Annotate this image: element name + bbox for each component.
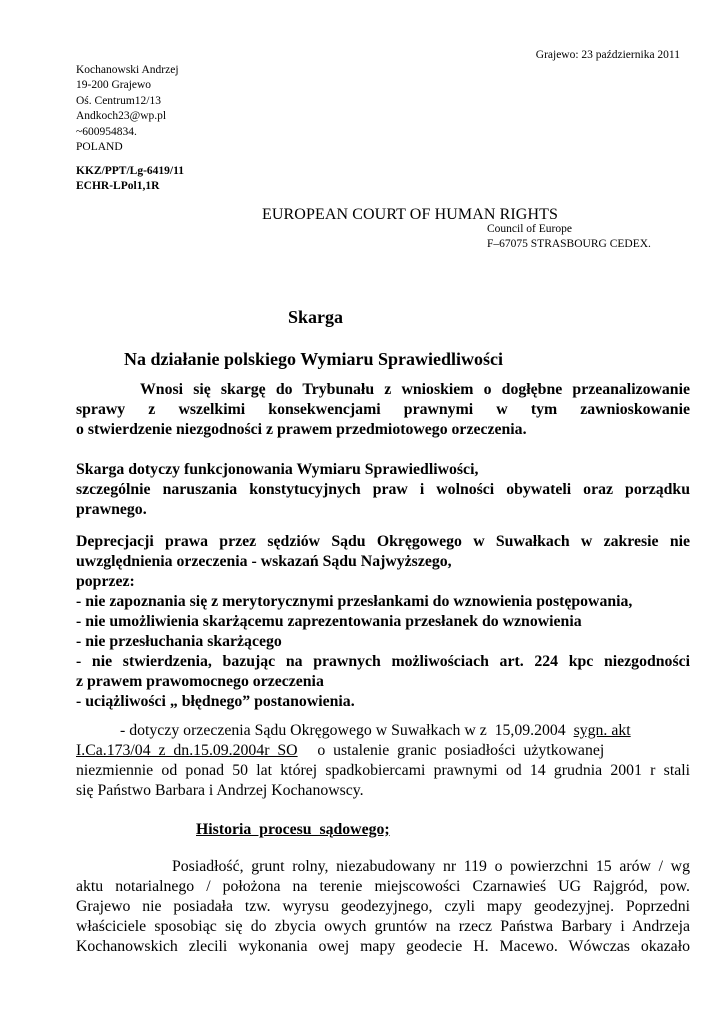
paragraph-line [76, 721, 690, 741]
paragraph-history [76, 857, 690, 957]
paragraph-line: o stwierdzenie niezgodności z prawem przedmiotowego orzeczenia. [76, 421, 527, 438]
history-heading: Historia procesu sądowego; [196, 821, 390, 838]
reference-kkz: KKZ/PPT/Lg-6419/11 [76, 165, 184, 177]
sender-phone: ~600954834. [76, 125, 137, 138]
list-item: - nie zapoznania się z merytorycznymi przesłankami do wznowienia postępowania, [76, 593, 633, 610]
paragraph-line: szczególnie naruszania konstytucyjnych praw i wolności obywateli oraz porządku [76, 481, 690, 498]
paragraph-line: Posiadłość, grunt rolny, niezabudowany nr 119 o powierzchni 15 arów / wg [172, 858, 690, 875]
paragraph-line: uwzględnienia orzeczenia - wskazań Sądu Najwyższego, [76, 553, 452, 570]
reference-numbers [76, 164, 184, 195]
document-title: Skarga [288, 307, 344, 327]
paragraph-line: prawnego. [76, 501, 147, 518]
paragraph-line: Grajewo nie posiadała tzw. wyrysu geodezyjnego, czyli mapy geodezyjnej. Poprzedni [76, 898, 690, 915]
list-item: - nie umożliwienia skarżącemu zaprezentowania przesłanek do wznowienia [76, 613, 582, 630]
paragraph-judgment-reference [76, 721, 690, 801]
paragraph-line: aktu notarialnego / położona na terenie miejscowości Czarnawieś UG Rajgród, pow. [76, 878, 690, 895]
list-item: - nie przesłuchania skarżącego [76, 633, 282, 650]
paragraph-line: Skarga dotyczy funkcjonowania Wymiaru Sprawiedliwości, [76, 461, 479, 478]
judgment-text: - dotyczy orzeczenia Sądu Okręgowego w Suwałkach w z 15,09.2004 [120, 722, 574, 739]
sender-address-block [76, 63, 179, 155]
paragraph-line [76, 741, 690, 761]
list-item: - uciążliwości „ błędnego” postanowienia. [76, 693, 355, 710]
paragraph-line: niezmiennie od ponad 50 lat której spadkobiercami prawnymi od 14 grudnia 2001 r stali [76, 762, 690, 779]
reference-echr: ECHR-LPol1,1R [76, 180, 160, 193]
paragraph-line: właściciele sposobiąc się do zbycia owych gruntów na rzecz Państwa Barbary i Andrzeja [76, 918, 690, 935]
recipient-city: F–67075 STRASBOURG CEDEX. [487, 238, 651, 251]
document-subtitle: Na działanie polskiego Wymiaru Sprawiedliwości [124, 349, 504, 369]
paragraph-line: poprzez: [76, 573, 135, 590]
list-item: z prawem prawomocnego orzeczenia [76, 673, 324, 690]
recipient-council: Council of Europe [487, 223, 572, 235]
judgment-subject: o ustalenie granic posiadłości użytkowanej [297, 742, 605, 759]
paragraph-line: sprawy z wszelkimi konsekwencjami prawnymi w tym zawnioskowanie [76, 401, 690, 418]
paragraph-deprecation-list [76, 532, 690, 712]
case-signature: sygn. akt [573, 722, 631, 739]
document-date: Grajewo: 23 października 2011 [535, 49, 680, 61]
paragraph-request [76, 380, 690, 440]
paragraph-line: się Państwo Barbara i Andrzej Kochanowscy. [76, 782, 364, 799]
sender-name: Kochanowski Andrzej [76, 64, 179, 76]
sender-postal: 19-200 Grajewo [76, 79, 152, 92]
case-number: I.Ca.173/04 z dn.15.09.2004r SO [76, 742, 298, 759]
sender-street: Oś. Centrum12/13 [76, 94, 161, 107]
sender-country: POLAND [76, 141, 123, 154]
paragraph-line: Wnosi się skargę do Trybunału z wnioskiem o dogłębne przeanalizowanie [140, 381, 690, 398]
recipient-address-block [487, 222, 651, 253]
paragraph-line: Kochanowskich zlecili wykonania owej mapy geodecie H. Macewo. Wówczas okazało [76, 938, 690, 955]
paragraph-complaint-scope [76, 460, 690, 520]
paragraph-line: Deprecjacji prawa przez sędziów Sądu Okręgowego w Suwałkach w zakresie nie [76, 533, 690, 550]
sender-email: Andkoch23@wp.pl [76, 110, 167, 123]
recipient-court: EUROPEAN COURT OF HUMAN RIGHTS [262, 206, 558, 223]
list-item: - nie stwierdzenia, bazując na prawnych możliwościach art. 224 kpc niezgodności [76, 653, 690, 670]
